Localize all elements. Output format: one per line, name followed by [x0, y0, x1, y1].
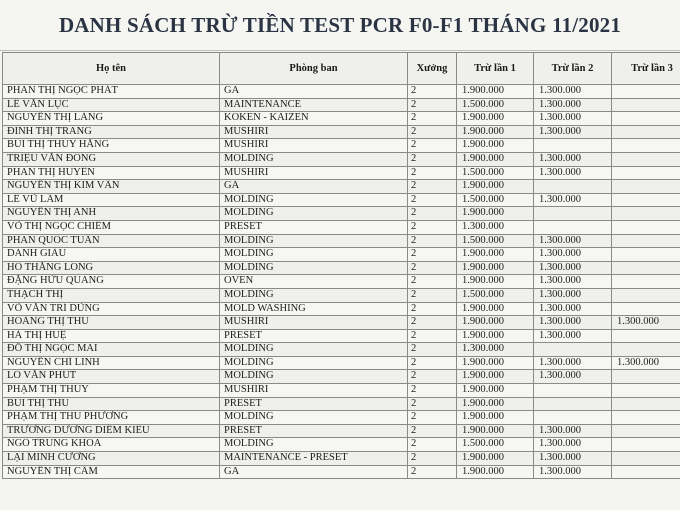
- cell-t2[interactable]: 1.300.000: [534, 85, 612, 99]
- cell-t1[interactable]: 1.300.000: [457, 220, 534, 234]
- cell-t1[interactable]: 1.500.000: [457, 166, 534, 180]
- cell-dept[interactable]: MOLDING: [220, 288, 408, 302]
- table-row: [3, 152, 680, 166]
- cell-xuong[interactable]: 2: [408, 112, 457, 126]
- cell-t2[interactable]: [534, 139, 612, 153]
- deduction-table: [2, 52, 680, 479]
- cell-dept[interactable]: MUSHIRI: [220, 384, 408, 398]
- cell-t1[interactable]: 1.900.000: [457, 248, 534, 262]
- cell-xuong[interactable]: 2: [408, 316, 457, 330]
- cell-dept[interactable]: GA: [220, 465, 408, 479]
- cell-dept[interactable]: MOLDING: [220, 207, 408, 221]
- cell-t2[interactable]: 1.300.000: [534, 193, 612, 207]
- table-row: [3, 234, 680, 248]
- cell-t3[interactable]: 1.300.000: [612, 316, 680, 330]
- cell-t2[interactable]: [534, 397, 612, 411]
- cell-t3[interactable]: [612, 193, 680, 207]
- cell-dept[interactable]: MOLDING: [220, 370, 408, 384]
- cell-t3[interactable]: [612, 125, 680, 139]
- table-row: [3, 452, 680, 466]
- table-row: [3, 302, 680, 316]
- cell-xuong[interactable]: 2: [408, 207, 457, 221]
- table-row: [3, 207, 680, 221]
- cell-t1[interactable]: 1.900.000: [457, 275, 534, 289]
- cell-name[interactable]: HỒ THĂNG LONG: [3, 261, 220, 275]
- cell-xuong[interactable]: 2: [408, 288, 457, 302]
- cell-xuong[interactable]: 2: [408, 85, 457, 99]
- cell-t3[interactable]: [612, 220, 680, 234]
- cell-xuong[interactable]: 2: [408, 234, 457, 248]
- page-title: DANH SÁCH TRỪ TIỀN TEST PCR F0-F1 THÁNG 11/2021: [0, 0, 680, 51]
- table-row: [3, 98, 680, 112]
- cell-t1[interactable]: 1.900.000: [457, 112, 534, 126]
- table-row: [3, 193, 680, 207]
- header-dept[interactable]: Phòng ban: [220, 53, 408, 85]
- cell-t3[interactable]: [612, 438, 680, 452]
- cell-name[interactable]: BÙI THỊ THU: [3, 397, 220, 411]
- cell-xuong[interactable]: 2: [408, 411, 457, 425]
- cell-t2[interactable]: 1.300.000: [534, 288, 612, 302]
- cell-dept[interactable]: MOLDING: [220, 234, 408, 248]
- cell-dept[interactable]: MOLDING: [220, 438, 408, 452]
- cell-xuong[interactable]: 2: [408, 465, 457, 479]
- cell-name[interactable]: LÒ VĂN PHÚT: [3, 370, 220, 384]
- cell-t1[interactable]: 1.500.000: [457, 193, 534, 207]
- table-row: [3, 438, 680, 452]
- table-row: [3, 139, 680, 153]
- cell-t2[interactable]: 1.300.000: [534, 370, 612, 384]
- cell-dept[interactable]: MOLDING: [220, 356, 408, 370]
- cell-dept[interactable]: MUSHIRI: [220, 166, 408, 180]
- cell-dept[interactable]: MOLDING: [220, 343, 408, 357]
- cell-t1[interactable]: 1.900.000: [457, 180, 534, 194]
- cell-name[interactable]: DANH GIÀU: [3, 248, 220, 262]
- cell-t1[interactable]: 1.500.000: [457, 438, 534, 452]
- cell-t1[interactable]: 1.900.000: [457, 152, 534, 166]
- cell-t1[interactable]: 1.500.000: [457, 234, 534, 248]
- cell-t2[interactable]: [534, 207, 612, 221]
- cell-name[interactable]: PHAN THỊ HUYỀN: [3, 166, 220, 180]
- cell-name[interactable]: LẠI MINH CƯỜNG: [3, 452, 220, 466]
- cell-t3[interactable]: [612, 302, 680, 316]
- cell-t2[interactable]: 1.300.000: [534, 452, 612, 466]
- cell-name[interactable]: LÊ VŨ LÂM: [3, 193, 220, 207]
- cell-t3[interactable]: [612, 411, 680, 425]
- cell-t1[interactable]: 1.900.000: [457, 302, 534, 316]
- cell-t2[interactable]: 1.300.000: [534, 234, 612, 248]
- cell-xuong[interactable]: 2: [408, 343, 457, 357]
- cell-t2[interactable]: 1.300.000: [534, 302, 612, 316]
- cell-t3[interactable]: [612, 166, 680, 180]
- table-row: [3, 370, 680, 384]
- table-row: [3, 275, 680, 289]
- table-row: [3, 356, 680, 370]
- cell-dept[interactable]: MUSHIRI: [220, 139, 408, 153]
- cell-t2[interactable]: [534, 220, 612, 234]
- table-row: [3, 125, 680, 139]
- cell-xuong[interactable]: 2: [408, 152, 457, 166]
- table-row: [3, 465, 680, 479]
- cell-t3[interactable]: [612, 207, 680, 221]
- cell-name[interactable]: NGUYỄN THỊ CẨM: [3, 465, 220, 479]
- table-row: [3, 384, 680, 398]
- cell-t3[interactable]: 1.300.000: [612, 356, 680, 370]
- cell-name[interactable]: VÕ VĂN TRÍ DŨNG: [3, 302, 220, 316]
- cell-xuong[interactable]: 2: [408, 98, 457, 112]
- cell-t3[interactable]: [612, 329, 680, 343]
- cell-xuong[interactable]: 2: [408, 438, 457, 452]
- cell-xuong[interactable]: 2: [408, 452, 457, 466]
- cell-name[interactable]: BÙI THỊ THÚY HẰNG: [3, 139, 220, 153]
- header-t1[interactable]: Trừ lần 1: [457, 53, 534, 85]
- cell-xuong[interactable]: 2: [408, 180, 457, 194]
- cell-t2[interactable]: 1.300.000: [534, 329, 612, 343]
- cell-t2[interactable]: 1.300.000: [534, 166, 612, 180]
- header-row: [3, 53, 680, 85]
- cell-dept[interactable]: KOKEN - KAIZEN: [220, 112, 408, 126]
- cell-name[interactable]: TRIỆU VĂN ĐÔNG: [3, 152, 220, 166]
- cell-t3[interactable]: [612, 152, 680, 166]
- cell-name[interactable]: TRƯƠNG DƯƠNG DIỄM KIỀU: [3, 424, 220, 438]
- cell-t1[interactable]: 1.900.000: [457, 411, 534, 425]
- header-t2[interactable]: Trừ lần 2: [534, 53, 612, 85]
- cell-t2[interactable]: [534, 180, 612, 194]
- cell-t2[interactable]: 1.300.000: [534, 152, 612, 166]
- table-row: [3, 397, 680, 411]
- table-row: [3, 180, 680, 194]
- cell-name[interactable]: ĐINH THỊ TRANG: [3, 125, 220, 139]
- cell-name[interactable]: NGUYỄN THỊ KIM VÂN: [3, 180, 220, 194]
- table-row: [3, 248, 680, 262]
- cell-name[interactable]: NGÔ TRUNG KHOA: [3, 438, 220, 452]
- cell-t2[interactable]: 1.300.000: [534, 112, 612, 126]
- cell-name[interactable]: NGUYỄN THỊ ANH: [3, 207, 220, 221]
- cell-t2[interactable]: 1.300.000: [534, 424, 612, 438]
- cell-t3[interactable]: [612, 98, 680, 112]
- cell-xuong[interactable]: 2: [408, 261, 457, 275]
- cell-name[interactable]: PHẠM THỊ THÚY: [3, 384, 220, 398]
- table-row: [3, 288, 680, 302]
- cell-t2[interactable]: 1.300.000: [534, 356, 612, 370]
- cell-t3[interactable]: [612, 424, 680, 438]
- cell-t2[interactable]: 1.300.000: [534, 465, 612, 479]
- cell-xuong[interactable]: 2: [408, 356, 457, 370]
- cell-t3[interactable]: [612, 370, 680, 384]
- cell-t3[interactable]: [612, 180, 680, 194]
- cell-t1[interactable]: 1.900.000: [457, 452, 534, 466]
- cell-name[interactable]: VÕ THỊ NGỌC CHIÊM: [3, 220, 220, 234]
- cell-t3[interactable]: [612, 397, 680, 411]
- cell-t2[interactable]: 1.300.000: [534, 438, 612, 452]
- cell-dept[interactable]: GA: [220, 180, 408, 194]
- cell-name[interactable]: PHAN QUỐC TUẤN: [3, 234, 220, 248]
- cell-t2[interactable]: 1.300.000: [534, 98, 612, 112]
- table-body: [3, 85, 680, 479]
- cell-name[interactable]: NGUYỄN THỊ LÀNG: [3, 112, 220, 126]
- cell-xuong[interactable]: 2: [408, 125, 457, 139]
- cell-name[interactable]: HÀ THỊ HUỆ: [3, 329, 220, 343]
- table-row: [3, 166, 680, 180]
- cell-t3[interactable]: [612, 261, 680, 275]
- cell-t2[interactable]: 1.300.000: [534, 275, 612, 289]
- cell-dept[interactable]: PRESET: [220, 329, 408, 343]
- cell-dept[interactable]: MOLDING: [220, 261, 408, 275]
- cell-xuong[interactable]: 2: [408, 370, 457, 384]
- cell-xuong[interactable]: 2: [408, 220, 457, 234]
- cell-t1[interactable]: 1.500.000: [457, 98, 534, 112]
- cell-t1[interactable]: 1.900.000: [457, 424, 534, 438]
- cell-t3[interactable]: [612, 139, 680, 153]
- cell-dept[interactable]: OVEN: [220, 275, 408, 289]
- cell-t2[interactable]: [534, 343, 612, 357]
- cell-dept[interactable]: MOLDING: [220, 248, 408, 262]
- cell-t3[interactable]: [612, 275, 680, 289]
- cell-t3[interactable]: [612, 384, 680, 398]
- table-row: [3, 411, 680, 425]
- header-t3[interactable]: Trừ lần 3: [612, 53, 680, 85]
- table-row: [3, 329, 680, 343]
- cell-t3[interactable]: [612, 248, 680, 262]
- cell-t1[interactable]: 1.900.000: [457, 356, 534, 370]
- cell-t1[interactable]: 1.900.000: [457, 329, 534, 343]
- cell-dept[interactable]: MOLDING: [220, 152, 408, 166]
- cell-name[interactable]: PHẠM THỊ THU PHƯƠNG: [3, 411, 220, 425]
- header-name[interactable]: Họ tên: [3, 53, 220, 85]
- cell-xuong[interactable]: 2: [408, 139, 457, 153]
- cell-dept[interactable]: MUSHIRI: [220, 316, 408, 330]
- header-xuong[interactable]: Xưởng: [408, 53, 457, 85]
- cell-t1[interactable]: 1.900.000: [457, 85, 534, 99]
- table-row: [3, 261, 680, 275]
- cell-dept[interactable]: PRESET: [220, 397, 408, 411]
- cell-name[interactable]: HOÀNG THỊ THU: [3, 316, 220, 330]
- cell-t1[interactable]: 1.900.000: [457, 316, 534, 330]
- cell-name[interactable]: PHAN THỊ NGỌC PHÁT: [3, 85, 220, 99]
- cell-dept[interactable]: MOLD WASHING: [220, 302, 408, 316]
- cell-t2[interactable]: 1.300.000: [534, 248, 612, 262]
- cell-t1[interactable]: 1.900.000: [457, 207, 534, 221]
- cell-name[interactable]: ĐỖ THỊ NGỌC MAI: [3, 343, 220, 357]
- cell-dept[interactable]: GA: [220, 85, 408, 99]
- cell-t1[interactable]: 1.900.000: [457, 384, 534, 398]
- cell-dept[interactable]: PRESET: [220, 424, 408, 438]
- table-row: [3, 220, 680, 234]
- cell-t3[interactable]: [612, 452, 680, 466]
- cell-dept[interactable]: MUSHIRI: [220, 125, 408, 139]
- cell-t3[interactable]: [612, 465, 680, 479]
- cell-name[interactable]: NGUYỄN CHÍ LINH: [3, 356, 220, 370]
- cell-xuong[interactable]: 2: [408, 248, 457, 262]
- cell-dept[interactable]: MAINTENANCE - PRESET: [220, 452, 408, 466]
- cell-t1[interactable]: 1.900.000: [457, 370, 534, 384]
- cell-name[interactable]: ĐẶNG HỮU QUANG: [3, 275, 220, 289]
- table-row: [3, 85, 680, 99]
- table-row: [3, 112, 680, 126]
- cell-t1[interactable]: 1.900.000: [457, 125, 534, 139]
- cell-xuong[interactable]: 2: [408, 384, 457, 398]
- cell-t2[interactable]: 1.300.000: [534, 125, 612, 139]
- cell-t1[interactable]: 1.900.000: [457, 261, 534, 275]
- cell-t1[interactable]: 1.900.000: [457, 139, 534, 153]
- cell-dept[interactable]: MAINTENANCE: [220, 98, 408, 112]
- table-row: [3, 343, 680, 357]
- cell-xuong[interactable]: 2: [408, 302, 457, 316]
- cell-t3[interactable]: [612, 234, 680, 248]
- table-row: [3, 424, 680, 438]
- cell-t3[interactable]: [612, 288, 680, 302]
- cell-xuong[interactable]: 2: [408, 329, 457, 343]
- cell-t2[interactable]: [534, 411, 612, 425]
- cell-xuong[interactable]: 2: [408, 193, 457, 207]
- cell-name[interactable]: LÊ VĂN LỤC: [3, 98, 220, 112]
- cell-t3[interactable]: [612, 85, 680, 99]
- cell-t2[interactable]: 1.300.000: [534, 316, 612, 330]
- cell-xuong[interactable]: 2: [408, 424, 457, 438]
- cell-name[interactable]: THẠCH THỊ: [3, 288, 220, 302]
- cell-t3[interactable]: [612, 343, 680, 357]
- cell-dept[interactable]: MOLDING: [220, 411, 408, 425]
- cell-t1[interactable]: 1.900.000: [457, 465, 534, 479]
- table-row: [3, 316, 680, 330]
- cell-xuong[interactable]: 2: [408, 166, 457, 180]
- cell-xuong[interactable]: 2: [408, 275, 457, 289]
- cell-t1[interactable]: 1.900.000: [457, 397, 534, 411]
- cell-t1[interactable]: 1.300.000: [457, 343, 534, 357]
- cell-t2[interactable]: 1.300.000: [534, 261, 612, 275]
- cell-dept[interactable]: PRESET: [220, 220, 408, 234]
- cell-t1[interactable]: 1.500.000: [457, 288, 534, 302]
- cell-t3[interactable]: [612, 112, 680, 126]
- cell-dept[interactable]: MOLDING: [220, 193, 408, 207]
- cell-t2[interactable]: [534, 384, 612, 398]
- cell-xuong[interactable]: 2: [408, 397, 457, 411]
